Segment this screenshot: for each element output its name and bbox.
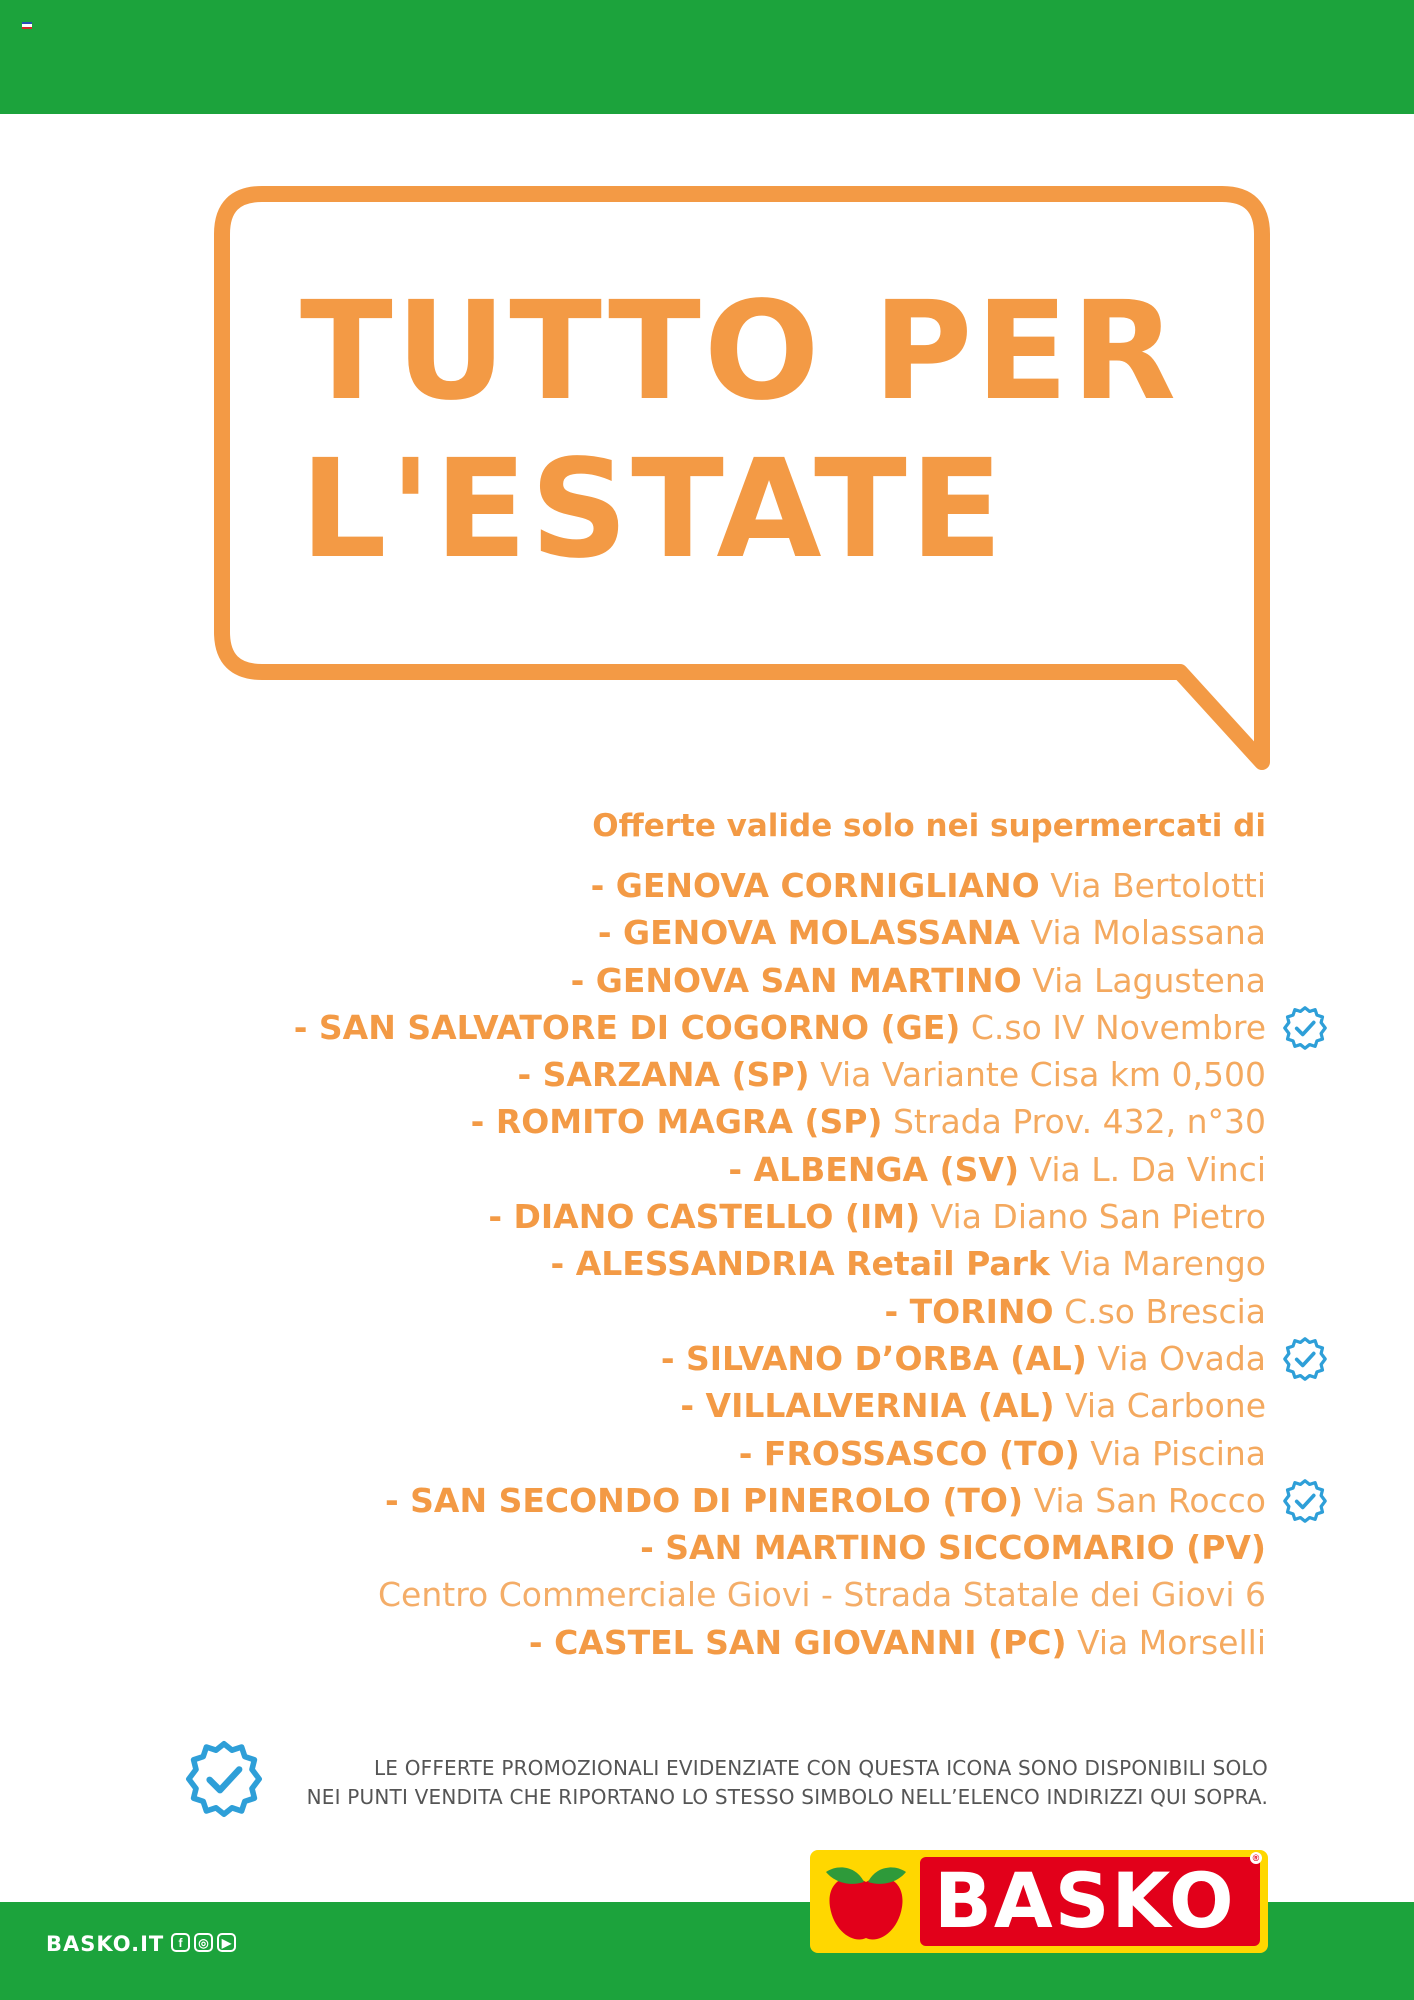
apple-logo-icon bbox=[816, 1852, 916, 1952]
store-name: - DIANO CASTELLO (IM) bbox=[488, 1197, 921, 1237]
social-links bbox=[171, 1933, 236, 1952]
store-item bbox=[294, 1004, 1266, 1051]
store-address: Via Carbone bbox=[1065, 1386, 1266, 1426]
stores-intro: Offerte valide solo nei supermercati di bbox=[592, 808, 1266, 844]
store-address: C.so Brescia bbox=[1064, 1291, 1266, 1331]
facebook-icon[interactable]: f bbox=[171, 1933, 190, 1952]
store-item bbox=[294, 1524, 1266, 1571]
website-link[interactable]: BASKO.IT bbox=[46, 1932, 165, 1956]
store-item bbox=[294, 957, 1266, 1004]
store-address: Via L. Da Vinci bbox=[1029, 1149, 1266, 1189]
store-item bbox=[294, 1098, 1266, 1145]
store-name: - CASTEL SAN GIOVANNI (PC) bbox=[528, 1622, 1067, 1662]
store-name: - SAN SALVATORE DI COGORNO (GE) bbox=[293, 1007, 961, 1047]
store-item bbox=[294, 1288, 1266, 1335]
promo-note-line-1: LE OFFERTE PROMOZIONALI EVIDENZIATE CON QUESTA ICONA SONO DISPONIBILI SOLO bbox=[373, 1756, 1268, 1780]
promo-note bbox=[307, 1754, 1268, 1812]
store-item bbox=[294, 1571, 1266, 1618]
store-item bbox=[294, 1335, 1266, 1382]
youtube-icon[interactable]: ▶ bbox=[217, 1933, 236, 1952]
store-address: Via Morselli bbox=[1077, 1622, 1266, 1662]
store-item bbox=[294, 1382, 1266, 1429]
store-name: - FROSSASCO (TO) bbox=[738, 1433, 1080, 1473]
store-address: Via Ovada bbox=[1097, 1338, 1266, 1378]
store-name: - ALESSANDRIA Retail Park bbox=[550, 1244, 1050, 1284]
store-address: Via Diano San Pietro bbox=[930, 1197, 1266, 1237]
store-name: - SILVANO D’ORBA (AL) bbox=[660, 1338, 1087, 1378]
store-name: - TORINO bbox=[884, 1291, 1054, 1331]
store-name: - GENOVA SAN MARTINO bbox=[570, 960, 1022, 1000]
store-address: Via Marengo bbox=[1060, 1244, 1266, 1284]
registered-mark: ® bbox=[1250, 1852, 1262, 1864]
store-item bbox=[294, 909, 1266, 956]
basko-logo bbox=[810, 1850, 1268, 1953]
store-name: - SAN MARTINO SICCOMARIO (PV) bbox=[640, 1528, 1266, 1568]
store-name: - SAN SECONDO DI PINEROLO (TO) bbox=[384, 1480, 1024, 1520]
badge-check-icon bbox=[1282, 1478, 1328, 1524]
store-address: Via San Rocco bbox=[1033, 1480, 1266, 1520]
store-address: C.so IV Novembre bbox=[970, 1007, 1266, 1047]
store-address: Strada Prov. 432, n°30 bbox=[892, 1102, 1266, 1142]
store-item bbox=[294, 1240, 1266, 1287]
store-name: - SARZANA (SP) bbox=[517, 1055, 810, 1095]
store-item bbox=[294, 1477, 1266, 1524]
store-name: - ROMITO MAGRA (SP) bbox=[470, 1102, 883, 1142]
store-address: Centro Commerciale Giovi - Strada Statale dei Giovi 6 bbox=[378, 1575, 1266, 1615]
store-name: - GENOVA CORNIGLIANO bbox=[590, 866, 1040, 905]
badge-check-icon bbox=[1282, 1336, 1328, 1382]
logo-text: BASKO bbox=[934, 1856, 1236, 1945]
store-item bbox=[294, 1193, 1266, 1240]
headline-line-1: TUTTO PER bbox=[300, 273, 1180, 431]
badge-check-icon bbox=[184, 1739, 264, 1819]
store-item bbox=[294, 1146, 1266, 1193]
store-name: - GENOVA MOLASSANA bbox=[597, 913, 1020, 953]
store-name: - ALBENGA (SV) bbox=[728, 1149, 1020, 1189]
store-item bbox=[294, 862, 1266, 909]
store-item bbox=[294, 1619, 1266, 1666]
store-address: Via Variante Cisa km 0,500 bbox=[820, 1055, 1266, 1095]
promo-note-line-2: NEI PUNTI VENDITA CHE RIPORTANO LO STESSO SIMBOLO NELL’ELENCO INDIRIZZI QUI SOPRA. bbox=[306, 1785, 1268, 1809]
badge-check-icon bbox=[1282, 1005, 1328, 1051]
headline-line-2: L'ESTATE bbox=[300, 431, 1006, 589]
store-item bbox=[294, 1051, 1266, 1098]
store-address: Via Molassana bbox=[1030, 913, 1266, 953]
store-address: Via Piscina bbox=[1090, 1433, 1266, 1473]
store-name: - VILLALVERNIA (AL) bbox=[680, 1386, 1055, 1426]
instagram-icon[interactable]: ◎ bbox=[194, 1933, 213, 1952]
store-address: Via Bertolotti bbox=[1050, 866, 1266, 905]
store-item bbox=[294, 1430, 1266, 1477]
store-address: Via Lagustena bbox=[1032, 960, 1266, 1000]
store-list bbox=[294, 862, 1266, 1666]
